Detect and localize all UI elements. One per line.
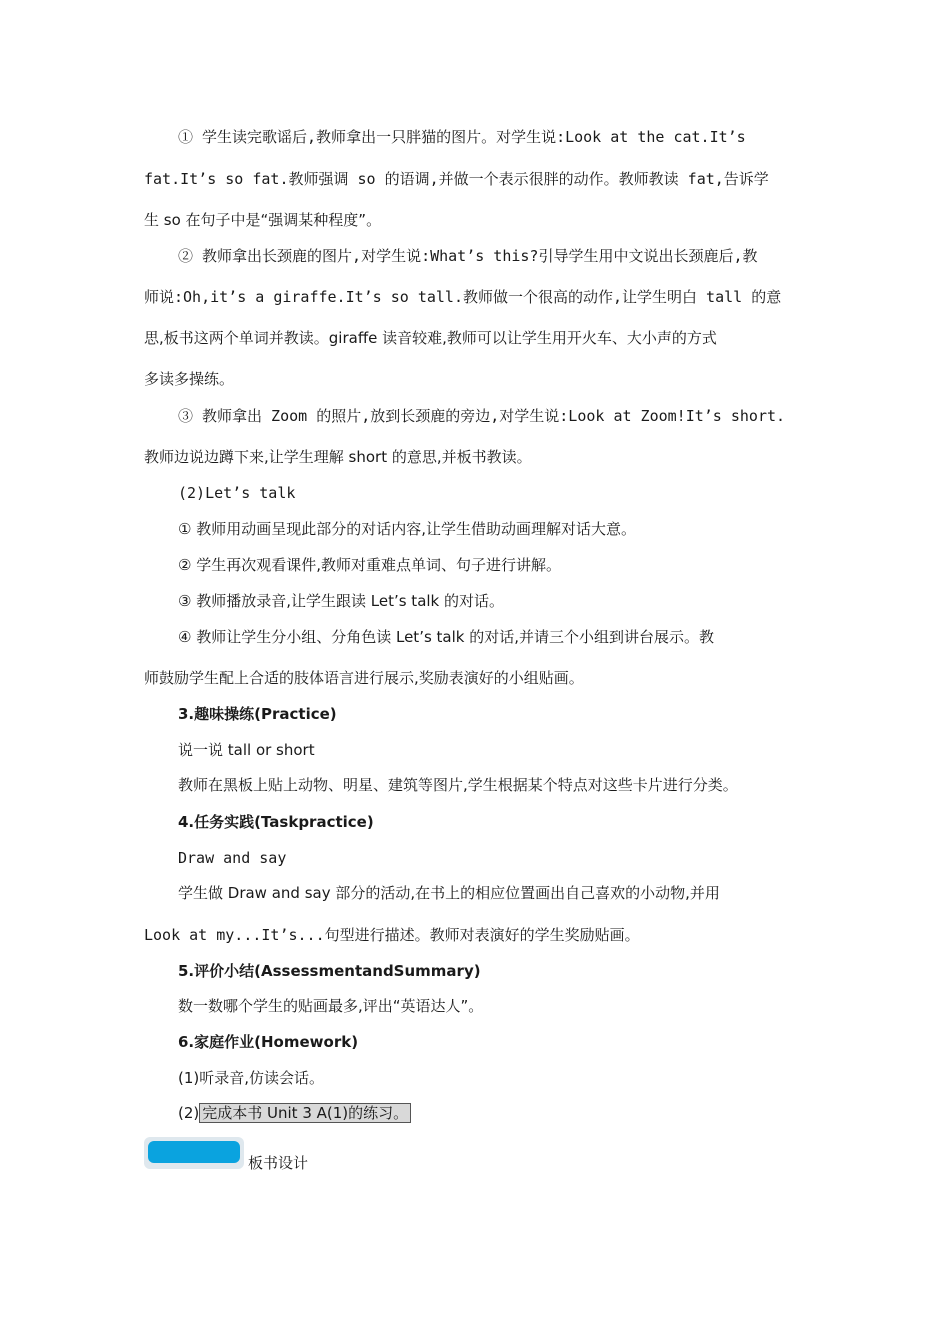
board-design-label: 板书设计 [248, 1154, 309, 1172]
talk-item-3: ③ 教师播放录音,让学生跟读 Let’s talk 的对话。 [178, 592, 505, 610]
p2-line-2: 师说:Oh,it’s a giraffe.It’s so tall.教师做一个很高的动作,让学生明白 tall 的意 [144, 288, 782, 306]
p3-line-2: 教师边说边蹲下来,让学生理解 short 的意思,并板书教读。 [144, 448, 532, 466]
homework-item-2 [178, 1102, 411, 1124]
homework-item-1: (1)听录音,仿读会话。 [178, 1069, 325, 1087]
p2-line-1: ② 教师拿出长颈鹿的图片,对学生说:What’s this?引导学生用中文说出长颈鹿后,教 [178, 247, 758, 265]
p1-line-2: fat.It’s so fat.教师强调 so 的语调,并做一个表示很胖的动作。教师教读 fat,告诉学 [144, 170, 769, 188]
homework-item-2-prefix: (2) [178, 1104, 200, 1122]
homework-item-2-boxed: 完成本书 Unit 3 A(1)的练习。 [199, 1103, 411, 1123]
section-6-heading: 6.家庭作业(Homework) [178, 1033, 359, 1051]
section-5-body: 数一数哪个学生的贴画最多,评出“英语达人”。 [178, 997, 484, 1015]
talk-item-4: ④ 教师让学生分小组、分角色读 Let’s talk 的对话,并请三个小组到讲台展示。教 [178, 628, 715, 646]
talk-heading: (2)Let’s talk [178, 484, 296, 502]
board-design-tag [144, 1137, 244, 1169]
talk-item-1: ① 教师用动画呈现此部分的对话内容,让学生借助动画理解对话大意。 [178, 520, 636, 538]
section-3-sub: 说一说 tall or short [178, 741, 315, 759]
section-4-body-1: 学生做 Draw and say 部分的活动,在书上的相应位置画出自己喜欢的小动物,并用 [178, 884, 720, 902]
talk-item-4-cont: 师鼓励学生配上合适的肢体语言进行展示,奖励表演好的小组贴画。 [144, 669, 584, 687]
talk-item-2: ② 学生再次观看课件,教师对重难点单词、句子进行讲解。 [178, 556, 561, 574]
section-3-heading: 3.趣味操练(Practice) [178, 705, 337, 723]
section-4-heading: 4.任务实践(Taskpractice) [178, 813, 374, 831]
section-5-heading: 5.评价小结(AssessmentandSummary) [178, 962, 481, 980]
board-design-tag-accent [148, 1141, 240, 1163]
section-4-body-2: Look at my...It’s...句型进行描述。教师对表演好的学生奖励贴画。 [144, 926, 640, 944]
section-3-body: 教师在黑板上贴上动物、明星、建筑等图片,学生根据某个特点对这些卡片进行分类。 [178, 776, 738, 794]
p1-line-3: 生 so 在句子中是“强调某种程度”。 [144, 211, 382, 229]
p1-line-1: ① 学生读完歌谣后,教师拿出一只胖猫的图片。对学生说:Look at the cat.It’s [178, 128, 746, 146]
p2-line-3: 思,板书这两个单词并教读。giraffe 读音较难,教师可以让学生用开火车、大小声的方式 [144, 329, 717, 347]
section-4-sub: Draw and say [178, 849, 287, 867]
p2-line-4: 多读多操练。 [144, 370, 235, 388]
p3-line-1: ③ 教师拿出 Zoom 的照片,放到长颈鹿的旁边,对学生说:Look at Zoom!It’s short. [178, 407, 786, 425]
